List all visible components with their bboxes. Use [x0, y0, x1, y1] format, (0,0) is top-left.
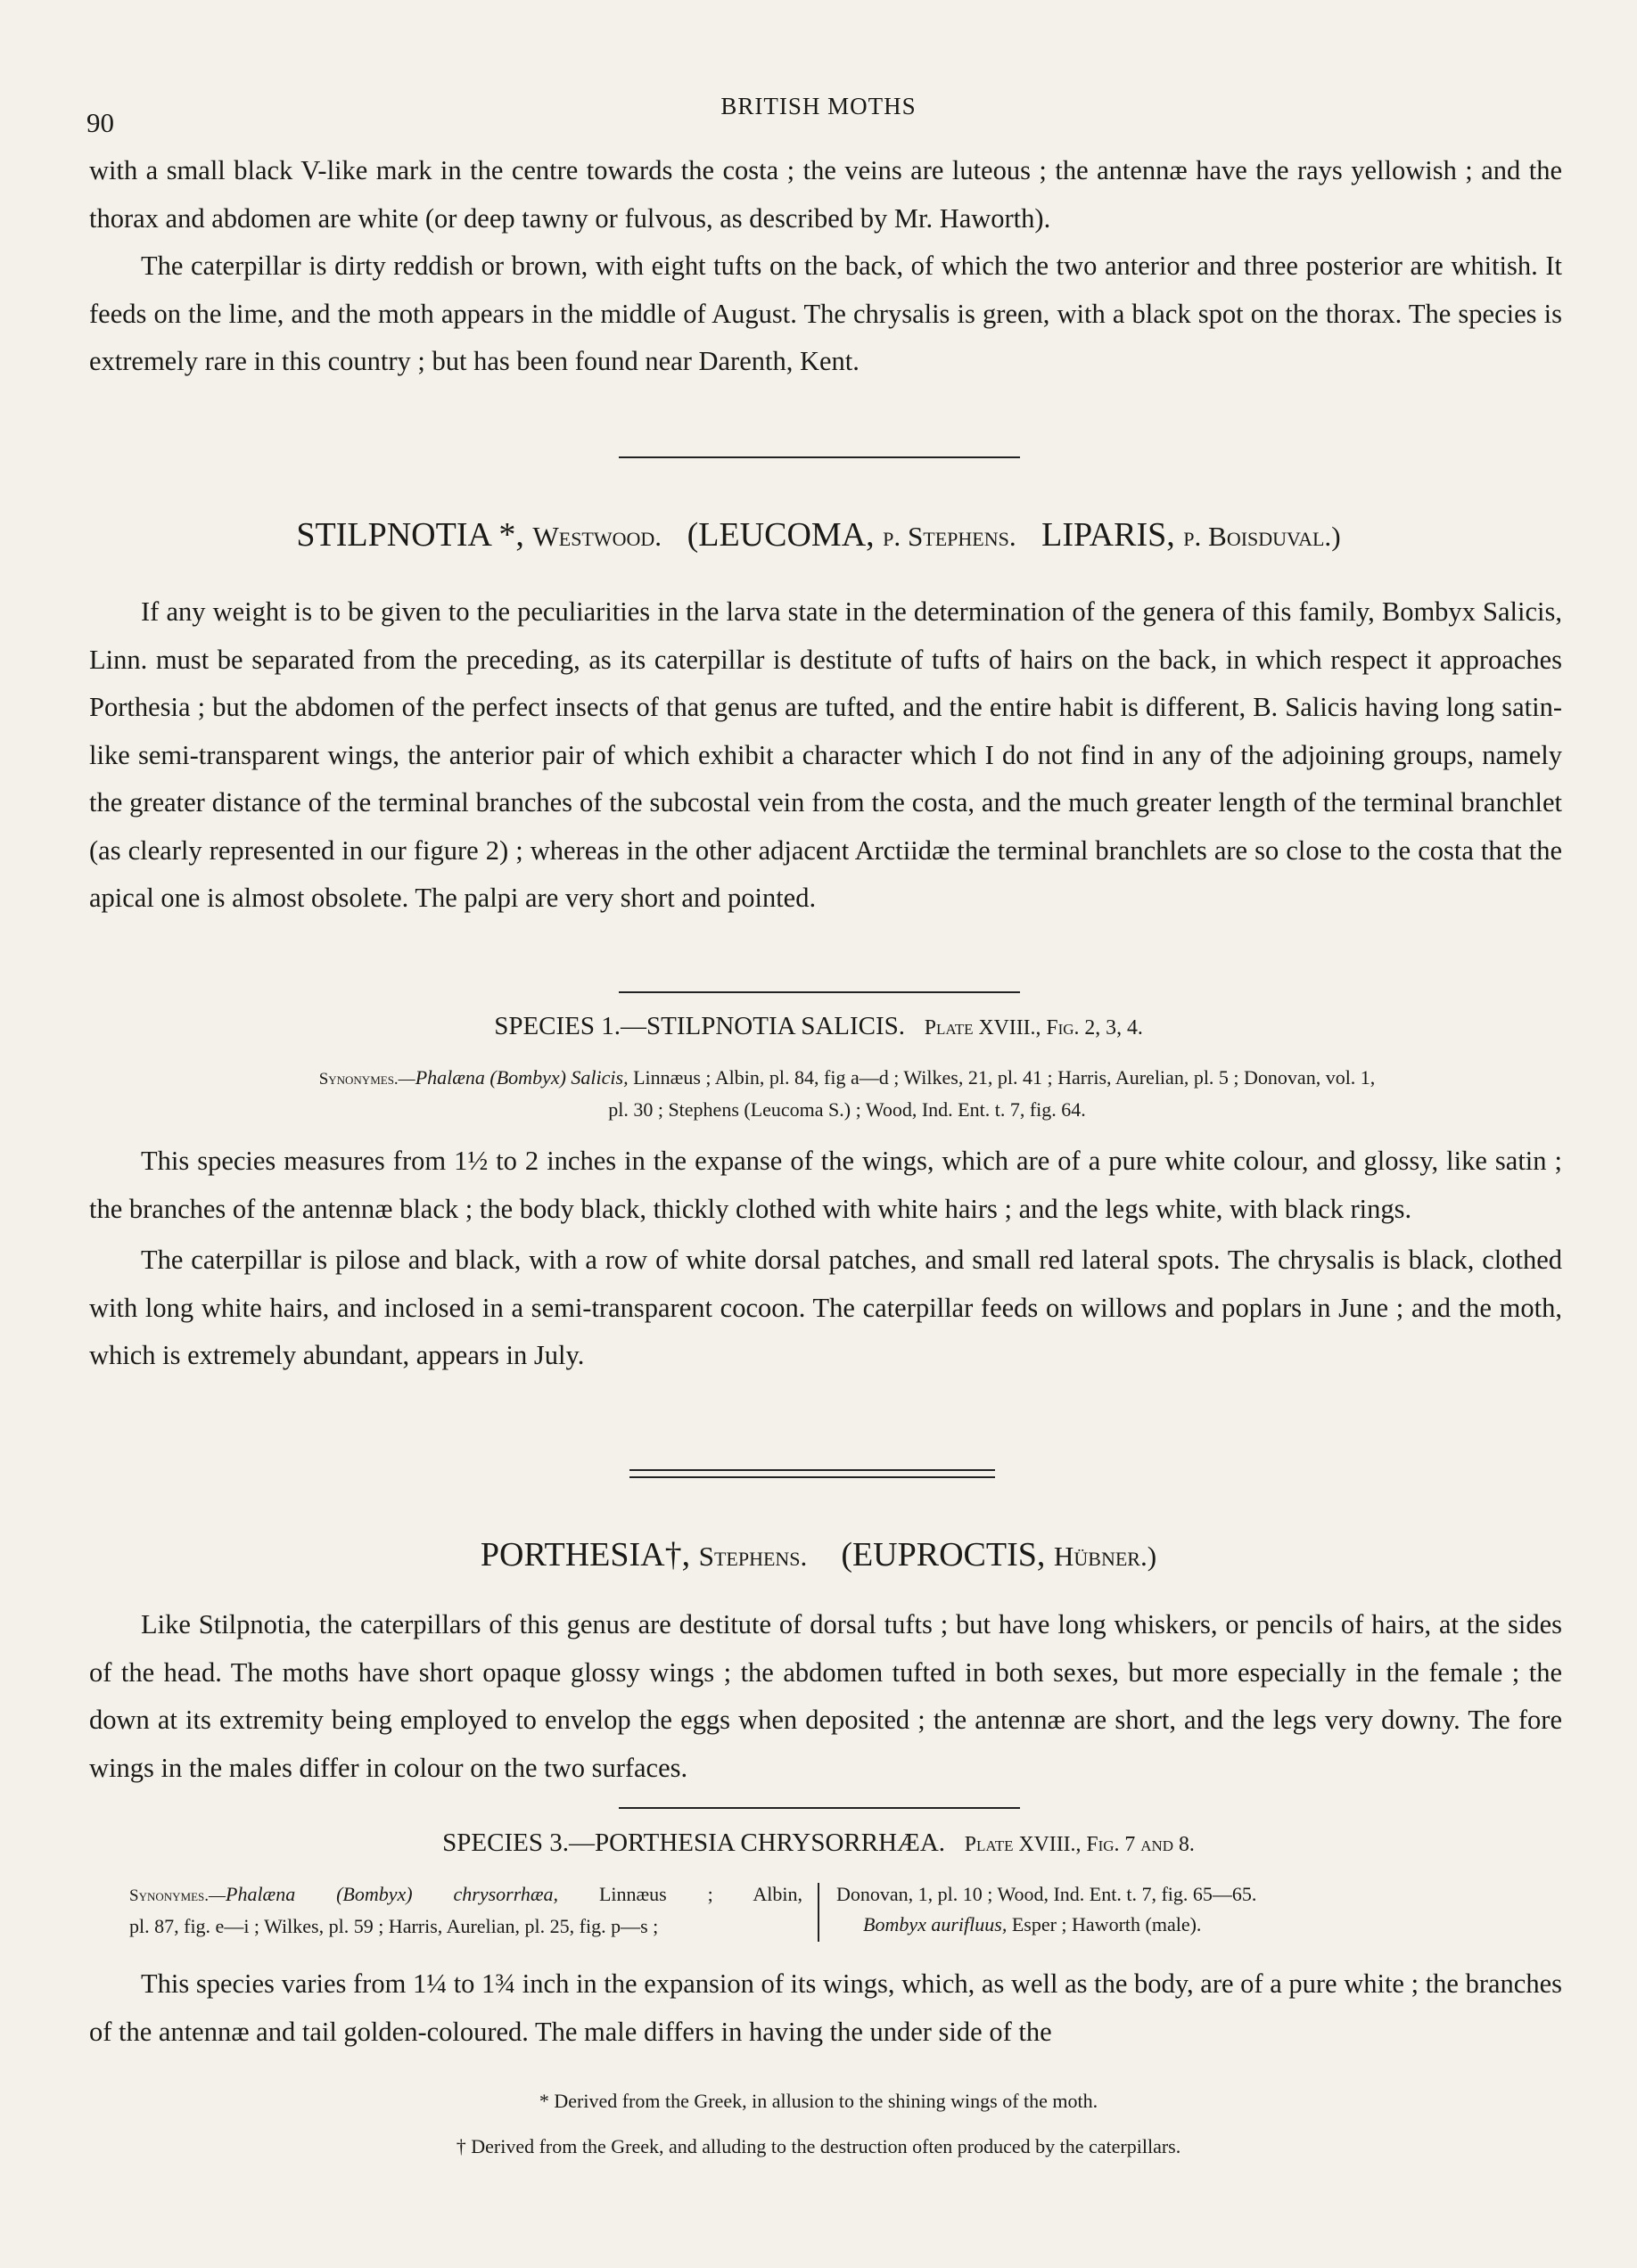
section-rule	[619, 1807, 1020, 1809]
synonymes-chrysorrhaea-left: Synonymes.—Phalæna (Bombyx) chrysorrhæa, Linnæus ; Albin, pl. 87, fig. e—i ; Wilkes, pl. 59 ; Harris, Aurelian, pl. 25, fig. p—s ;	[129, 1883, 802, 1937]
species-heading-salicis: SPECIES 1.—STILPNOTIA SALICIS. Plate XVIII., Fig. 2, 3, 4.	[494, 1012, 1143, 1040]
double-rule-bottom	[629, 1476, 995, 1478]
body-stilpnotia	[89, 588, 1562, 923]
paragraph-chrysorrhaea-description: This species varies from 1¼ to 1¾ inch in the expansion of its wings, which, as well as the body, are of a pure white ; the branches of the antennæ and tail golden-coloured. The male differs in having the under side of the	[89, 1968, 1562, 2047]
footnote-porthesia: † Derived from the Greek, and alluding to the destruction often produced by the caterpillars.	[456, 2135, 1181, 2157]
section-rule	[619, 991, 1020, 993]
synonymes-chrysorrhaea-right: Donovan, 1, pl. 10 ; Wood, Ind. Ent. t. 7, fig. 65—65. Bombyx aurifluus, Esper ; Haworth (male).	[836, 1883, 1257, 1935]
paragraph-salicis-description: This species measures from 1½ to 2 inches in the expanse of the wings, which are of a pure white colour, and glossy, like satin ; the branches of the antennæ black ; the body black, thickly clothed with white hairs ; and the legs white, with black rings.	[89, 1146, 1562, 1224]
body-chrysorrhaea	[89, 1960, 1562, 2056]
body-porthesia	[89, 1601, 1562, 1792]
synonymes-salicis: Synonymes.—Phalæna (Bombyx) Salicis, Linnæus ; Albin, pl. 84, fig a—d ; Wilkes, 21, pl. 41 ; Harris, Aurelian, pl. 5 ; Donovan, vol. 1, pl. 30 ; Stephens (Leucoma S.) ; Wood, Ind. Ent. t. 7, fig. 64.	[318, 1066, 1376, 1121]
section-rule	[619, 456, 1020, 458]
genus-heading-porthesia: PORTHESIA†, Stephens. (EUPROCTIS, Hübner.)	[480, 1536, 1157, 1574]
footnote-stilpnotia: * Derived from the Greek, in allusion to the shining wings of the moth.	[539, 2090, 1098, 2112]
paragraph-continued: with a small black V-like mark in the centre towards the costa ; the veins are luteous ; the antennæ have the rays yellowish ; and the thorax and abdomen are white (or deep tawny or fulvous, as described by Mr. Haworth).	[89, 155, 1562, 234]
paragraph-porthesia-description: Like Stilpnotia, the caterpillars of this genus are destitute of dorsal tufts ; but have long whiskers, or pencils of hairs, at the sides of the head. The moths have short opaque glossy wings ; the abdomen tufted in both sexes, but more especially in the female ; the down at its extremity being employed to envelop the eggs when deposited ; the antennæ are short, and the legs very downy. The fore wings in the males differ in colour on the two surfaces.	[89, 1609, 1562, 1783]
paragraph-salicis-caterpillar: The caterpillar is pilose and black, with a row of white dorsal patches, and small red lateral spots. The chrysalis is black, clothed with long white hairs, and inclosed in a semi-transparent cocoon. The caterpillar feeds on willows and poplars in June ; and the moth, which is extremely abundant, appears in July.	[89, 1245, 1562, 1370]
page-number: 90	[86, 107, 114, 138]
double-rule-top	[629, 1469, 995, 1471]
species-heading-chrysorrhaea: SPECIES 3.—PORTHESIA CHRYSORRHÆA. Plate XVIII., Fig. 7 and 8.	[442, 1828, 1195, 1857]
paragraph-caterpillar: The caterpillar is dirty reddish or brown, with eight tufts on the back, of which the two anterior and three posterior are whitish. It feeds on the lime, and the moth appears in the middle of August. The chrysalis is green, with a black spot on the thorax. The species is extremely rare in this country ; but has been found near Darenth, Kent.	[89, 251, 1562, 376]
paragraph-genus-description: If any weight is to be given to the peculiarities in the larva state in the determination of the genera of this family, Bombyx Salicis, Linn. must be separated from the preceding, as its caterpillar is destitute of tufts of hairs on the back, in which respect it approaches Porthesia ; but the abdomen of the perfect insects of that genus are tufted, and the entire habit is different, B. Salicis having long satin-like semi-transparent wings, the anterior pair of which exhibit a character which I do not find in any of the adjoining groups, namely the greater distance of the terminal branches of the subcostal vein from the costa, and the much greater length of the terminal branchlet (as clearly represented in our figure 2) ; whereas in the other adjacent Arctiidæ the terminal branchlets are so close to the costa that the apical one is almost obsolete. The palpi are very short and pointed.	[89, 596, 1562, 913]
synonymes-divider	[818, 1883, 819, 1942]
genus-heading-stilpnotia: STILPNOTIA *, Westwood. (LEUCOMA, p. Stephens. LIPARIS, p. Boisduval.)	[296, 516, 1341, 554]
running-head: BRITISH MOTHS	[720, 93, 917, 119]
body-top	[89, 147, 1562, 386]
body-salicis	[89, 1138, 1562, 1380]
